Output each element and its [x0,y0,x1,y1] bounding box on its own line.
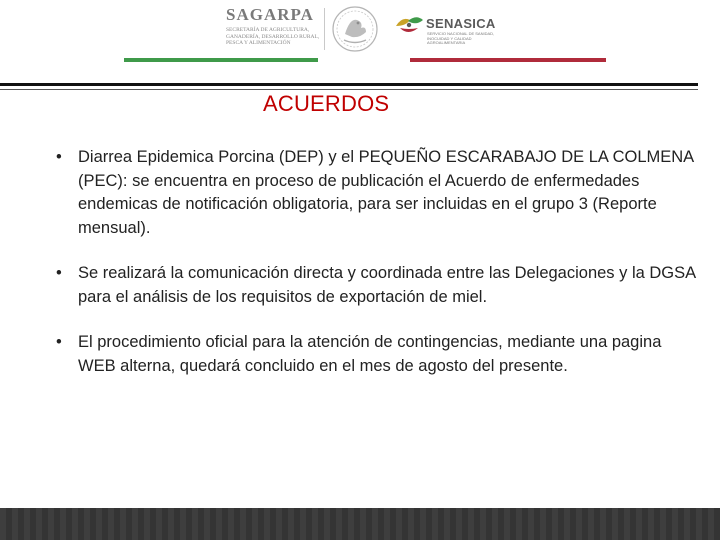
bullet-marker: • [56,333,62,351]
sagarpa-name: SAGARPA [226,5,314,24]
bullet-list [56,146,696,400]
bullet-marker: • [56,264,62,282]
bullet-text: El procedimiento oficial para la atención de contingencias, mediante una pagina WEB alterna, quedará concluido en el mes de agosto del presente. [78,333,662,375]
list-item [56,146,696,240]
senasica-logo [394,10,504,50]
senasica-subtitle-line: INOCUIDAD Y CALIDAD [427,35,472,41]
header-rule-thin [0,89,698,90]
bullet-text: Diarrea Epidemica Porcina (DEP) y el PEQUEÑO ESCARABAJO DE LA COLMENA (PEC): se encuentra en proceso de publicación el Acuerdo de enfermedades endemicas de notificación obligatoria, para ser incluidas en el grupo 3 (Reporte mensual). [78,148,694,237]
bullet-text: Se realizará la comunicación directa y coordinada entre las Delegaciones y la DGSA para el análisis de los requisitos de exportación de miel. [78,264,696,306]
senasica-subtitle-line: AGROALIMENTARIA [427,40,466,46]
sagarpa-subtitle [226,27,322,47]
bullet-marker: • [56,148,62,166]
senasica-emblem-icon [394,14,424,36]
sagarpa-logo [226,6,322,52]
red-accent-bar [410,58,606,62]
senasica-subtitle [427,32,494,46]
list-item [56,262,696,309]
senasica-name: SENASICA [426,16,496,31]
list-item [56,331,696,378]
sagarpa-subtitle-line: PESCA Y ALIMENTACIÓN [226,40,291,46]
green-accent-bar [124,58,318,62]
sagarpa-subtitle-line: GANADERÍA, DESARROLLO RURAL, [226,33,320,40]
senasica-subtitle-line: SERVICIO NACIONAL DE SANIDAD, [427,31,495,36]
sagarpa-subtitle-line: SECRETARÍA DE AGRICULTURA, [226,27,310,33]
header-rule [0,83,698,86]
logo-divider [324,8,325,50]
national-seal-icon [330,4,380,54]
page-title: ACUERDOS [263,91,390,116]
footer-bar [0,508,720,540]
